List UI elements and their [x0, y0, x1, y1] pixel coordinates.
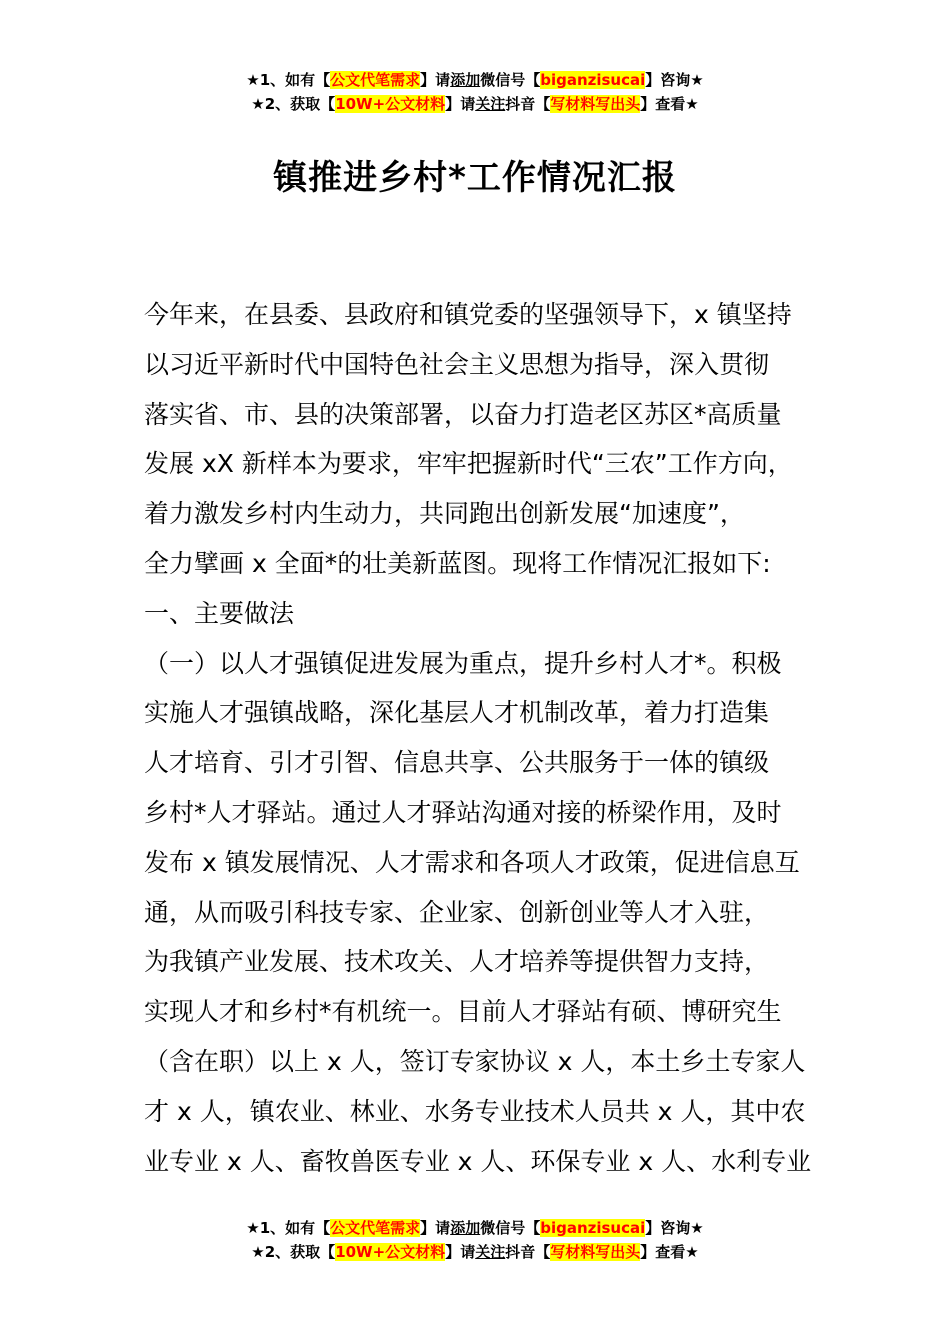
banner-highlight: 10W+公文材料: [335, 95, 446, 113]
banner-highlight: 写材料写出头: [550, 95, 641, 113]
banner-text: 微信号【: [480, 71, 541, 89]
banner-highlight: 公文代笔需求: [330, 71, 421, 89]
banner-text: 】请: [420, 71, 451, 89]
body-line: 着力激发乡村内生动力，共同跑出创新发展“加速度”，: [144, 499, 745, 529]
banner-text: 】咨询★: [645, 1219, 704, 1237]
body-line: （含在职）以上 x 人，签订专家协议 x 人，本土乡土专家人: [144, 1046, 806, 1076]
footer-banner: [0, 1216, 950, 1264]
banner-text: 抖音【: [505, 95, 551, 113]
body-line: 今年来，在县委、县政府和镇党委的坚强领导下，x 镇坚持: [144, 300, 792, 329]
banner-text: 】查看★: [640, 1243, 699, 1261]
banner-line-1: [0, 68, 950, 92]
banner-text: 】请: [445, 1243, 476, 1261]
body-line: 通，从而吸引科技专家、企业家、创新创业等人才入驻，: [144, 897, 770, 927]
banner-text: 】请: [445, 95, 476, 113]
banner-text: 】查看★: [640, 95, 699, 113]
body-line: 为我镇产业发展、技术攻关、人才培养等提供智力支持，: [144, 947, 770, 977]
body-line: 才 x 人，镇农业、林业、水务专业技术人员共 x 人，其中农: [144, 1096, 806, 1126]
body-line: 乡村*人才驿站。通过人才驿站沟通对接的桥梁作用，及时: [144, 797, 782, 827]
document-title: 镇推进乡村*工作情况汇报: [273, 158, 677, 198]
body-line: 实现人才和乡村*有机统一。目前人才驿站有硕、博研究生: [144, 997, 782, 1027]
banner-text: 】请: [420, 1219, 451, 1237]
body-line: 人才培育、引才引智、信息共享、公共服务于一体的镇级: [144, 748, 770, 778]
banner-highlight: 写材料写出头: [550, 1243, 641, 1261]
body-line: 发展 xX 新样本为要求，牢牢把握新时代“三农”工作方向，: [144, 449, 793, 479]
banner-underline: 关注: [475, 1243, 506, 1261]
banner-text: 抖音【: [505, 1243, 551, 1261]
banner-highlight: biganzisucai: [540, 71, 646, 89]
banner-text: ★1、如有【: [246, 71, 331, 89]
banner-line-2: [0, 92, 950, 116]
document-body: [144, 290, 834, 1186]
body-line: 实施人才强镇战略，深化基层人才机制改革，着力打造集: [144, 698, 770, 728]
body-line: 业专业 x 人、畜牧兽医专业 x 人、环保专业 x 人、水利专业: [144, 1146, 812, 1176]
banner-text: 微信号【: [480, 1219, 541, 1237]
banner-underline: 关注: [475, 95, 506, 113]
banner-text: ★1、如有【: [246, 1219, 331, 1237]
banner-text: ★2、获取【: [251, 1243, 336, 1261]
banner-text: ★2、获取【: [251, 95, 336, 113]
body-line: 发布 x 镇发展情况、人才需求和各项人才政策，促进信息互: [144, 847, 800, 877]
banner-highlight: biganzisucai: [540, 1219, 646, 1237]
banner-line-2: [0, 1240, 950, 1264]
body-line: （一）以人才强镇促进发展为重点，提升乡村人才*。积极: [144, 648, 782, 678]
body-line: 一、主要做法: [144, 598, 295, 628]
banner-underline: 添加: [450, 1219, 481, 1237]
banner-line-1: [0, 1216, 950, 1240]
banner-text: 】咨询★: [645, 71, 704, 89]
body-line: 落实省、市、县的决策部署，以奋力打造老区苏区*高质量: [144, 399, 782, 429]
banner-highlight: 10W+公文材料: [335, 1243, 446, 1261]
banner-underline: 添加: [450, 71, 481, 89]
body-line: 全力擘画 x 全面*的壮美新蓝图。现将工作情况汇报如下:: [144, 548, 771, 578]
banner-highlight: 公文代笔需求: [330, 1219, 421, 1237]
body-line: 以习近平新时代中国特色社会主义思想为指导，深入贯彻: [144, 349, 770, 379]
header-banner: [0, 68, 950, 116]
